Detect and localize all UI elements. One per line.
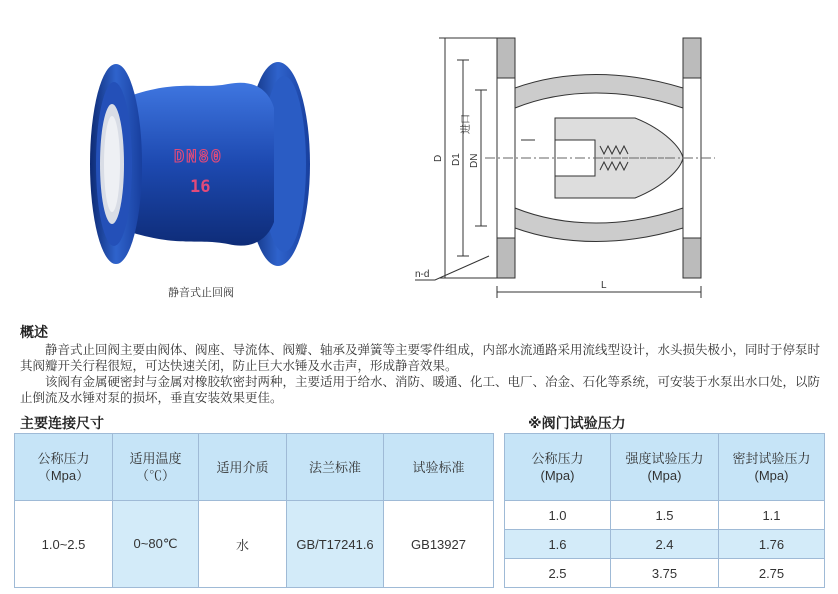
table-row <box>15 501 494 588</box>
dim-d1: D1 <box>451 153 462 166</box>
cell-flange-standard: GB/T17241.6 <box>287 501 384 588</box>
dim-dn: DN <box>469 153 480 168</box>
header-strength-test: 强度试验压力 (Mpa) <box>611 434 719 501</box>
overview-heading: 概述 <box>20 325 48 341</box>
overview-paragraph-1: 静音式止回阀主要由阀体、阀座、导流体、阀瓣、轴承及弹簧等主要零件组成，内部水流通路采用流线型设计，水头损失极小，同时于停泵时其阀瓣开关行程很短，可达快速关闭，防止巨大水锤及水击声，形成静音效果。 <box>20 342 821 373</box>
table-row <box>505 559 825 588</box>
table-row <box>505 530 825 559</box>
cell-nominal: 1.0 <box>505 501 611 530</box>
cell-nominal: 2.5 <box>505 559 611 588</box>
cell-seal: 1.76 <box>719 530 825 559</box>
dim-d: D <box>433 154 444 162</box>
header-test-standard: 试验标准 <box>384 434 494 501</box>
test-table-heading: ※阀门试验压力 <box>528 416 626 432</box>
header-seal-test: 密封试验压力 (Mpa) <box>719 434 825 501</box>
cell-medium: 水 <box>199 501 287 588</box>
cell-strength: 3.75 <box>611 559 719 588</box>
header-nominal-pressure: 公称压力 （Mpa） <box>15 434 113 501</box>
test-pressure-table <box>504 433 825 588</box>
cell-seal: 1.1 <box>719 501 825 530</box>
table-header-row <box>15 434 494 501</box>
cell-pressure: 1.0~2.5 <box>15 501 113 588</box>
header-medium: 适用介质 <box>199 434 287 501</box>
table-header-row <box>505 434 825 501</box>
cell-temperature: 0~80℃ <box>113 501 199 588</box>
table-row <box>505 501 825 530</box>
photo-caption: 静音式止回阀 <box>168 286 234 299</box>
valve-photo <box>88 38 328 278</box>
cell-nominal: 1.6 <box>505 530 611 559</box>
cell-test-standard: GB13927 <box>384 501 494 588</box>
header-temperature: 适用温度 （℃） <box>113 434 199 501</box>
inlet-label: 进口 <box>461 114 472 134</box>
valve-section-drawing <box>405 30 735 300</box>
overview-paragraph-2: 该阀有金属硬密封与金属对橡胶软密封两种，主要适用于给水、消防、暖通、化工、电厂、冶金、石化等系统，可安装于水泵出水口处，以防止倒流及水锤对泵的损坏，垂直安装效果更佳。 <box>20 374 821 405</box>
header-nominal-pressure: 公称压力 (Mpa) <box>505 434 611 501</box>
body-marking-top: DN80 <box>174 147 223 167</box>
dim-nd: n-d <box>415 269 430 280</box>
cell-strength: 1.5 <box>611 501 719 530</box>
dim-l: L <box>601 280 607 291</box>
main-connection-table <box>14 433 494 588</box>
main-table-heading: 主要连接尺寸 <box>20 416 104 432</box>
cell-seal: 2.75 <box>719 559 825 588</box>
body-marking-bottom: 16 <box>190 177 211 197</box>
header-flange-standard: 法兰标准 <box>287 434 384 501</box>
cell-strength: 2.4 <box>611 530 719 559</box>
